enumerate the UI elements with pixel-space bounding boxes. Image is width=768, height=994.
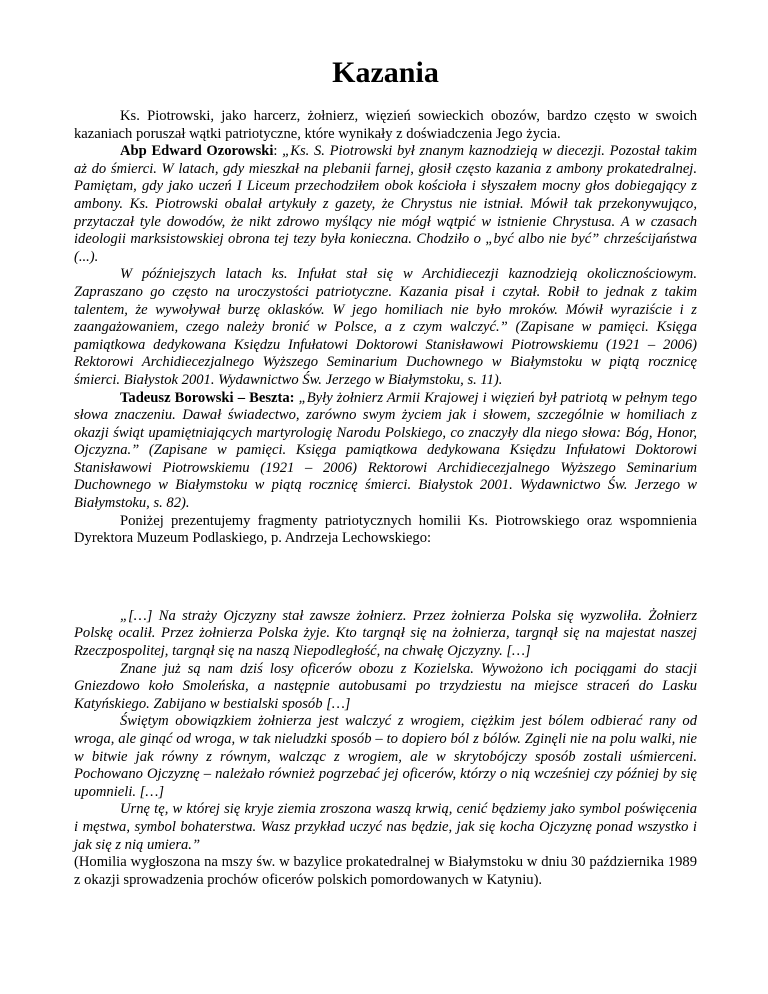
borowski-paragraph xyxy=(74,390,697,513)
ozorowski-quote: „Ks. S. Piotrowski był znanym kaznodzieją w diecezji. Pozostał takim aż do śmierci. W latach, gdy mieszkał na plebanii farnej, głosił często kazania z ambony prokatedralnej. Pamiętam, gdy jako uczeń I Liceum przechodziłem obok kościoła i słyszałem mocny głos dobiegający z ambony. Ks. Piotrowski obalał artykuły z gazety, że Chrystus nie istniał. Mówił tak przekonywująco, przytaczał tyle dowodów, że nikt zdrowo myślący nie mógł wątpić w istnienie Chrystusa. A w czasach ideologii marksistowskiej obrona tej tezy była konieczna. Chodziło o „być albo nie być” chrześcijaństwa (...). xyxy=(74,143,697,265)
intro-paragraph: Ks. Piotrowski, jako harcerz, żołnierz, więzień sowieckich obozów, bardzo często w swoich kazaniach poruszał wątki patriotyczne, które wynikały z doświadczenia Jego życia. xyxy=(74,108,697,142)
ozorowski-name: Abp Edward Ozorowski xyxy=(120,143,274,160)
ozorowski-separator: : xyxy=(273,143,283,160)
homily-paragraph: „[…] Na straży Ojczyzny stał zawsze żołnierz. Przez żołnierza Polska się wyzwoliła. Żołnierz Polskę ocalił. Przez żołnierza Polska żyje. Kto targnął się na żołnierza, targnął się na majestat naszej Rzeczpospolitej, targnął się na naszą Niepodległość, na chwałę Ojczyzny. […] xyxy=(74,607,697,660)
spacer xyxy=(74,548,697,608)
borowski-quote: „Były żołnierz Armii Krajowej i więzień był patriotą w pełnym tego słowa znaczeniu. Dawał świadectwo, zarówno swym życiem jak i słowem, szczególnie w homiliach z okazji świąt upamiętniających martyrologię Narodu Polskiego, co znaczyły dla niego słowa: Bóg, Honor, Ojczyzna.” (Zapisane w pamięci. Księga pamiątkowa dedykowana Księdzu Infułatowi Doktorowi Stanisławowi Piotrowskiemu (1921 – 2006) Rektorowi Archidiecezjalnego Wyższego Seminarium Duchownego w Białymstoku w piątą rocznicę śmierci. Białystok 2001. Wydawnictwo Św. Jerzego w Białymstoku, s. 82). xyxy=(74,389,697,512)
page-title: Kazania xyxy=(332,56,439,89)
ozorowski-paragraph xyxy=(74,143,697,266)
homily-source: (Homilia wygłoszona na mszy św. w bazylice prokatedralnej w Białymstoku w dniu 30 października 1989 z okazji sprowadzenia prochów oficerów polskich pomordowanych w Katyniu). xyxy=(74,854,697,888)
homily-paragraph: Znane już są nam dziś losy oficerów obozu z Kozielska. Wywożono ich pociągami do stacji Gniezdowo koło Smoleńska, a następnie autobusami po trzydziestu na miejsce straceń do Lasku Katyńskiego. Zabijano w bestialski sposób […] xyxy=(74,660,697,712)
presentation-paragraph: Poniżej prezentujemy fragmenty patriotycznych homilii Ks. Piotrowskiego oraz wspomnienia Dyrektora Muzeum Podlaskiego, p. Andrzeja Lechowskiego: xyxy=(74,512,697,547)
borowski-name: Tadeusz Borowski – Beszta: xyxy=(120,389,295,406)
ozorowski-quote-continued: W późniejszych latach ks. Infułat stał się w Archidiecezji kaznodzieją okolicznościowym. Zapraszano go często na uroczystości patriotyczne. Kazania pisał i czytał. Robił to jednak z takim talentem, że wywoływał burzę oklasków. W jego homiliach nie było mroków. Mówił wyraziście i z zaangażowaniem, czego należy bronić w Polsce, a z czym walczyć.” (Zapisane w pamięci. Księga pamiątkowa dedykowana Księdzu Infułatowi Doktorowi Stanisławowi Piotrowskiemu (1921 – 2006) Rektorowi Archidiecezjalnego Wyższego Seminarium Duchownego w Białymstoku w piątą rocznicę śmierci. Białystok 2001. Wydawnictwo Św. Jerzego w Białymstoku, s. 11). xyxy=(74,266,697,388)
homily-paragraph: Świętym obowiązkiem żołnierza jest walczyć z wrogiem, ciężkim jest bólem odbierać rany od wroga, ale ginąć od wroga, w tak nieludzki sposób – to dopiero ból z bólów. Zginęli nie na polu walki, nie w bitwie jak równy z równym, walcząc z wrogiem, ale w skrytobójczy sposób zostali uśmierceni. Pochowano Ojczyznę – należało również pogrzebać jej oficerów, którzy o nią wcześniej czy później by się upomnieli. […] xyxy=(74,713,697,800)
homily-paragraph: Urnę tę, w której się kryje ziemia zroszona waszą krwią, cenić będziemy jako symbol poświęcenia i męstwa, symbol bohaterstwa. Wasz przykład uczyć nas będzie, jak się kocha Ojczyznę ponad wszystko i jak się z nią umiera.” xyxy=(74,801,697,853)
document-page xyxy=(74,56,697,889)
